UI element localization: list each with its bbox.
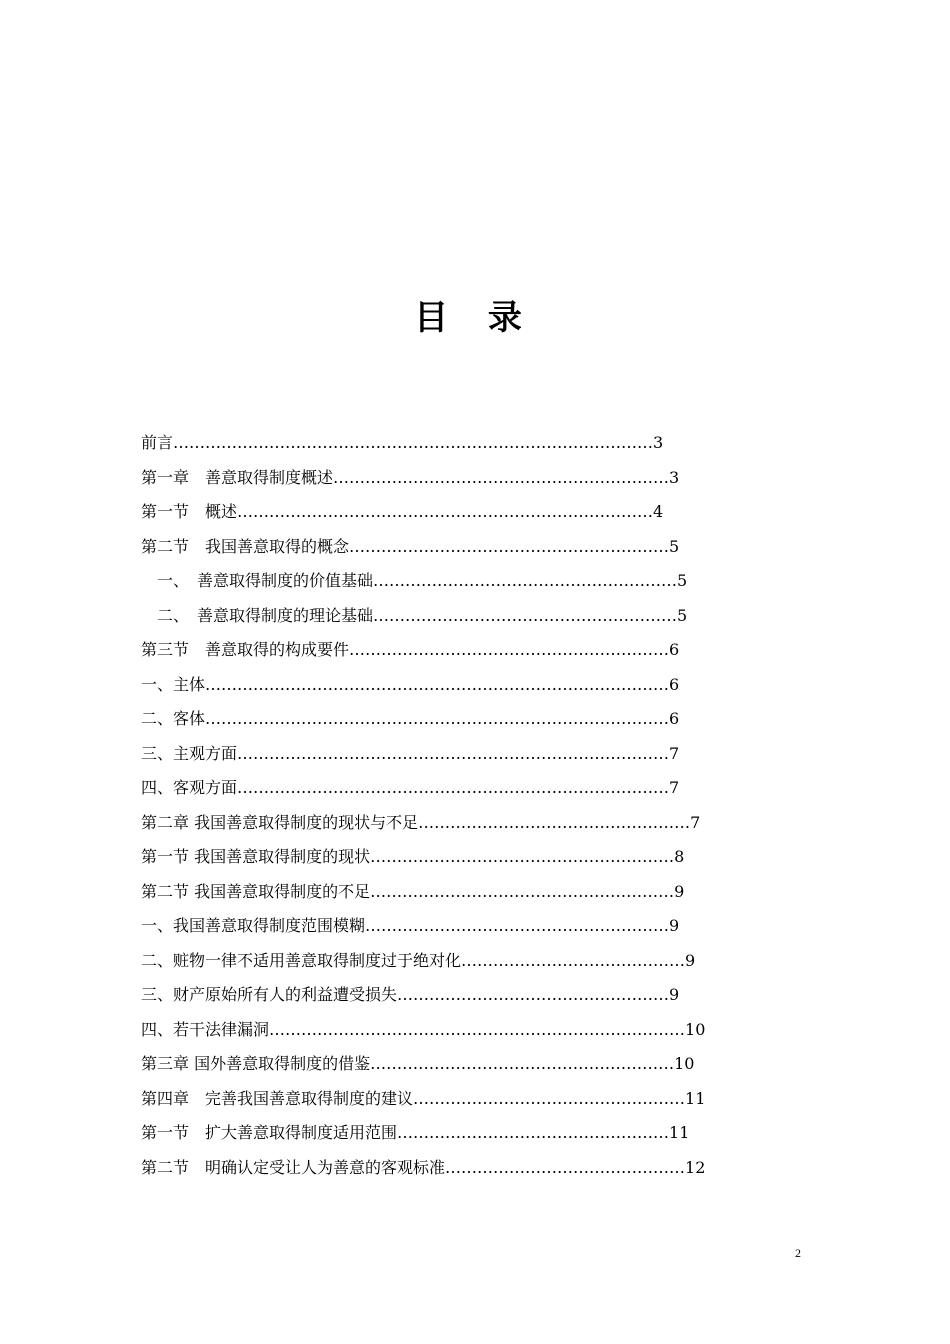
- toc-leader-dots: ……………………………………………………………………………: [205, 674, 670, 694]
- toc-entry-text: 第一节 概述: [141, 502, 238, 521]
- toc-entry-text: 二、客体: [141, 709, 206, 728]
- toc-leader-dots: ………………………………………: [445, 1157, 686, 1177]
- toc-entry-page: 6: [669, 640, 680, 659]
- toc-leader-dots: ……………………………………………………………………: [237, 502, 654, 521]
- toc-entry: [141, 668, 781, 703]
- toc-entry: [141, 1082, 781, 1117]
- toc-leader-dots: …………………………………………………: [370, 847, 675, 866]
- page-number: 2: [795, 1246, 801, 1260]
- toc-entry-page: 7: [669, 743, 680, 763]
- toc-entry-text: 一、我国善意取得制度范围模糊: [141, 916, 366, 935]
- toc-entry-page: 5: [669, 536, 680, 556]
- toc-entry-text: 一、 善意取得制度的价值基础: [141, 571, 374, 590]
- toc-entry-page: 11: [669, 1123, 690, 1142]
- toc-entry-page: 5: [677, 605, 688, 625]
- toc-entry: [141, 426, 781, 461]
- toc-entry: [141, 806, 781, 841]
- toc-entry-page: 5: [677, 571, 688, 590]
- toc-entry-text: 三、财产原始所有人的利益遭受损失: [141, 985, 398, 1004]
- toc-entry-page: 8: [674, 847, 685, 866]
- toc-entry: [141, 944, 781, 979]
- toc-entry: [141, 909, 781, 944]
- toc-entry-text: 前言: [141, 433, 174, 452]
- toc-entry-text: 三、主观方面: [141, 743, 238, 763]
- toc-leader-dots: …………………………………………………: [365, 916, 670, 935]
- toc-leader-dots: ………………………………………………………………………: [237, 778, 670, 797]
- toc-entry-text: 第三节 善意取得的构成要件: [141, 640, 350, 659]
- toc-entry: [141, 771, 781, 806]
- toc-entry-page: 9: [669, 985, 680, 1004]
- toc-entry: [141, 875, 781, 910]
- toc-entry: [141, 633, 781, 668]
- toc-entry-page: 10: [685, 1019, 706, 1039]
- toc-entry: [141, 702, 781, 737]
- toc-title: 目 录: [414, 298, 536, 338]
- toc-entry-page: 9: [685, 950, 696, 970]
- toc-leader-dots: …………………………………………………: [370, 1054, 675, 1073]
- toc-leader-dots: ……………………………………………: [418, 812, 691, 832]
- toc-entry: [141, 495, 781, 530]
- toc-entry-text: 第三章 国外善意取得制度的借鉴: [141, 1054, 371, 1073]
- toc-entry-text: 四、客观方面: [141, 778, 238, 797]
- toc-entry-text: 第一节 我国善意取得制度的现状: [141, 847, 371, 866]
- toc-leader-dots: ……………………………………………………………………………: [205, 709, 670, 728]
- toc-entry-text: 第一节 扩大善意取得制度适用范围: [141, 1123, 398, 1142]
- toc-leader-dots: …………………………………………………: [373, 571, 678, 590]
- toc-entry-page: 11: [685, 1088, 706, 1108]
- toc-entry-text: 第一章 善意取得制度概述: [141, 467, 334, 487]
- toc-entry: [141, 978, 781, 1013]
- toc-entry: [141, 840, 781, 875]
- toc-entry: [141, 564, 781, 599]
- toc-leader-dots: ………………………………………………………………………: [237, 743, 670, 763]
- table-of-contents: [141, 426, 781, 1185]
- toc-leader-dots: ……………………………………………………: [349, 536, 670, 556]
- toc-leader-dots: ………………………………………………………: [333, 467, 670, 487]
- toc-entry-page: 4: [653, 502, 664, 521]
- toc-entry-text: 第四章 完善我国善意取得制度的建议: [141, 1088, 414, 1108]
- toc-leader-dots: …………………………………………………: [370, 881, 675, 901]
- toc-leader-dots: ………………………………………………………………………………: [173, 433, 654, 452]
- toc-entry-text: 一、主体: [141, 674, 206, 694]
- toc-entry: [141, 599, 781, 634]
- toc-entry-text: 第二节 我国善意取得制度的不足: [141, 881, 371, 901]
- toc-entry-text: 二、 善意取得制度的理论基础: [141, 605, 374, 625]
- toc-entry: [141, 1047, 781, 1082]
- toc-leader-dots: …………………………………………………: [373, 605, 678, 625]
- toc-leader-dots: ……………………………………………: [397, 985, 670, 1004]
- toc-entry: [141, 530, 781, 565]
- toc-entry-page: 7: [690, 812, 701, 832]
- toc-entry: [141, 461, 781, 496]
- toc-entry-page: 10: [674, 1054, 695, 1073]
- toc-entry-page: 12: [685, 1157, 706, 1177]
- toc-entry-text: 第二章 我国善意取得制度的现状与不足: [141, 812, 419, 832]
- toc-entry-text: 第二节 我国善意取得的概念: [141, 536, 350, 556]
- toc-entry-page: 9: [669, 916, 680, 935]
- toc-entry: [141, 1013, 781, 1048]
- toc-entry: [141, 1116, 781, 1151]
- toc-entry: [141, 737, 781, 772]
- toc-entry-text: 二、赃物一律不适用善意取得制度过于绝对化: [141, 950, 462, 970]
- toc-entry: [141, 1151, 781, 1186]
- toc-entry-text: 四、若干法律漏洞: [141, 1019, 270, 1039]
- toc-entry-page: 7: [669, 778, 680, 797]
- toc-leader-dots: ……………………………………: [461, 950, 686, 970]
- toc-leader-dots: ……………………………………………: [397, 1123, 670, 1142]
- toc-entry-page: 3: [653, 433, 664, 452]
- toc-leader-dots: ……………………………………………………: [349, 640, 670, 659]
- toc-entry-page: 6: [669, 674, 680, 694]
- toc-entry-page: 6: [669, 709, 680, 728]
- toc-entry-text: 第二节 明确认定受让人为善意的客观标准: [141, 1157, 446, 1177]
- toc-entry-page: 9: [674, 881, 685, 901]
- toc-entry-page: 3: [669, 467, 680, 487]
- toc-leader-dots: ……………………………………………………………………: [269, 1019, 686, 1039]
- toc-leader-dots: ……………………………………………: [413, 1088, 686, 1108]
